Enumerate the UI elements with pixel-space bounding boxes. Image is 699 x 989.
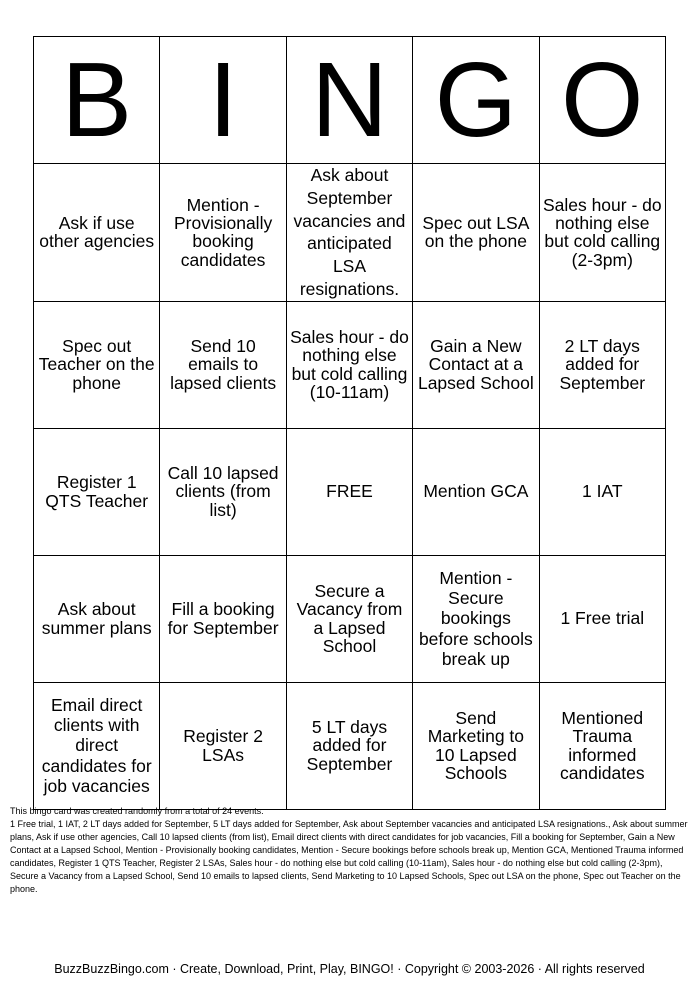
- header-letter-g: G: [413, 37, 539, 164]
- bingo-cell: Send Marketing to 10 Lapsed Schools: [413, 682, 539, 809]
- card-summary: This bingo card was created randomly from a total of 24 events.: [10, 806, 264, 816]
- header-letter-o: O: [539, 37, 665, 164]
- bingo-cell: Email direct clients with direct candidates for job vacancies: [34, 682, 160, 809]
- bingo-cell: Spec out Teacher on the phone: [34, 301, 160, 428]
- bingo-cell: Send 10 emails to lapsed clients: [160, 301, 286, 428]
- bingo-cell: Sales hour - do nothing else but cold calling (10-11am): [286, 301, 412, 428]
- bingo-cell: Mentioned Trauma informed candidates: [539, 682, 665, 809]
- bingo-row-5: [34, 682, 666, 809]
- header-letter-n: N: [286, 37, 412, 164]
- header-letter-i: I: [160, 37, 286, 164]
- bingo-cell: Register 2 LSAs: [160, 682, 286, 809]
- bingo-cell: Mention - Provisionally booking candidates: [160, 164, 286, 302]
- free-space: FREE: [286, 428, 412, 555]
- card-info: [10, 805, 690, 896]
- header-letter-b: B: [34, 37, 160, 164]
- bingo-cell: Ask about September vacancies and anticipated LSA resignations.: [286, 164, 412, 302]
- bingo-cell: Gain a New Contact at a Lapsed School: [413, 301, 539, 428]
- bingo-row-3: [34, 428, 666, 555]
- bingo-cell: Spec out LSA on the phone: [413, 164, 539, 302]
- bingo-cell: Fill a booking for September: [160, 555, 286, 682]
- bingo-cell: 5 LT days added for September: [286, 682, 412, 809]
- bingo-cell: 1 Free trial: [539, 555, 665, 682]
- bingo-cell: 1 IAT: [539, 428, 665, 555]
- event-list: 1 Free trial, 1 IAT, 2 LT days added for September, 5 LT days added for September, Ask about September vacancies and anticipated LSA resignations., Ask about summer plans, Ask if use other agencies, Call 10 lapsed clients (from list), Email direct clients with direct candidates for job vacancies, Fill a booking for September, Gain a New Contact at a Lapsed School, Mention - Provisionally booking candidates, Mention - Secure bookings before schools break up, Mention GCA, Mentioned Trauma informed candidates, Register 1 QTS Teacher, Register 2 LSAs, Sales hour - do nothing else but cold calling (10-11am), Sales hour - do nothing else but cold calling (2-3pm), Secure a Vacancy from a Lapsed School, Send 10 emails to lapsed clients, Send Marketing to 10 Lapsed Schools, Spec out LSA on the phone, Spec out Teacher on the phone.: [10, 819, 688, 895]
- header-row: [34, 37, 666, 164]
- bingo-cell: Call 10 lapsed clients (from list): [160, 428, 286, 555]
- bingo-cell: Ask about summer plans: [34, 555, 160, 682]
- bingo-row-1: [34, 164, 666, 302]
- bingo-cell: Secure a Vacancy from a Lapsed School: [286, 555, 412, 682]
- bingo-card: [33, 36, 666, 810]
- bingo-cell: Mention - Secure bookings before schools break up: [413, 555, 539, 682]
- bingo-cell: 2 LT days added for September: [539, 301, 665, 428]
- bingo-cell: Ask if use other agencies: [34, 164, 160, 302]
- bingo-cell: Mention GCA: [413, 428, 539, 555]
- bingo-row-2: [34, 301, 666, 428]
- bingo-row-4: [34, 555, 666, 682]
- bingo-cell: Register 1 QTS Teacher: [34, 428, 160, 555]
- bingo-cell: Sales hour - do nothing else but cold calling (2-3pm): [539, 164, 665, 302]
- site-credit: BuzzBuzzBingo.com · Create, Download, Print, Play, BINGO! · Copyright © 2003-2026 · All rights reserved: [54, 962, 645, 976]
